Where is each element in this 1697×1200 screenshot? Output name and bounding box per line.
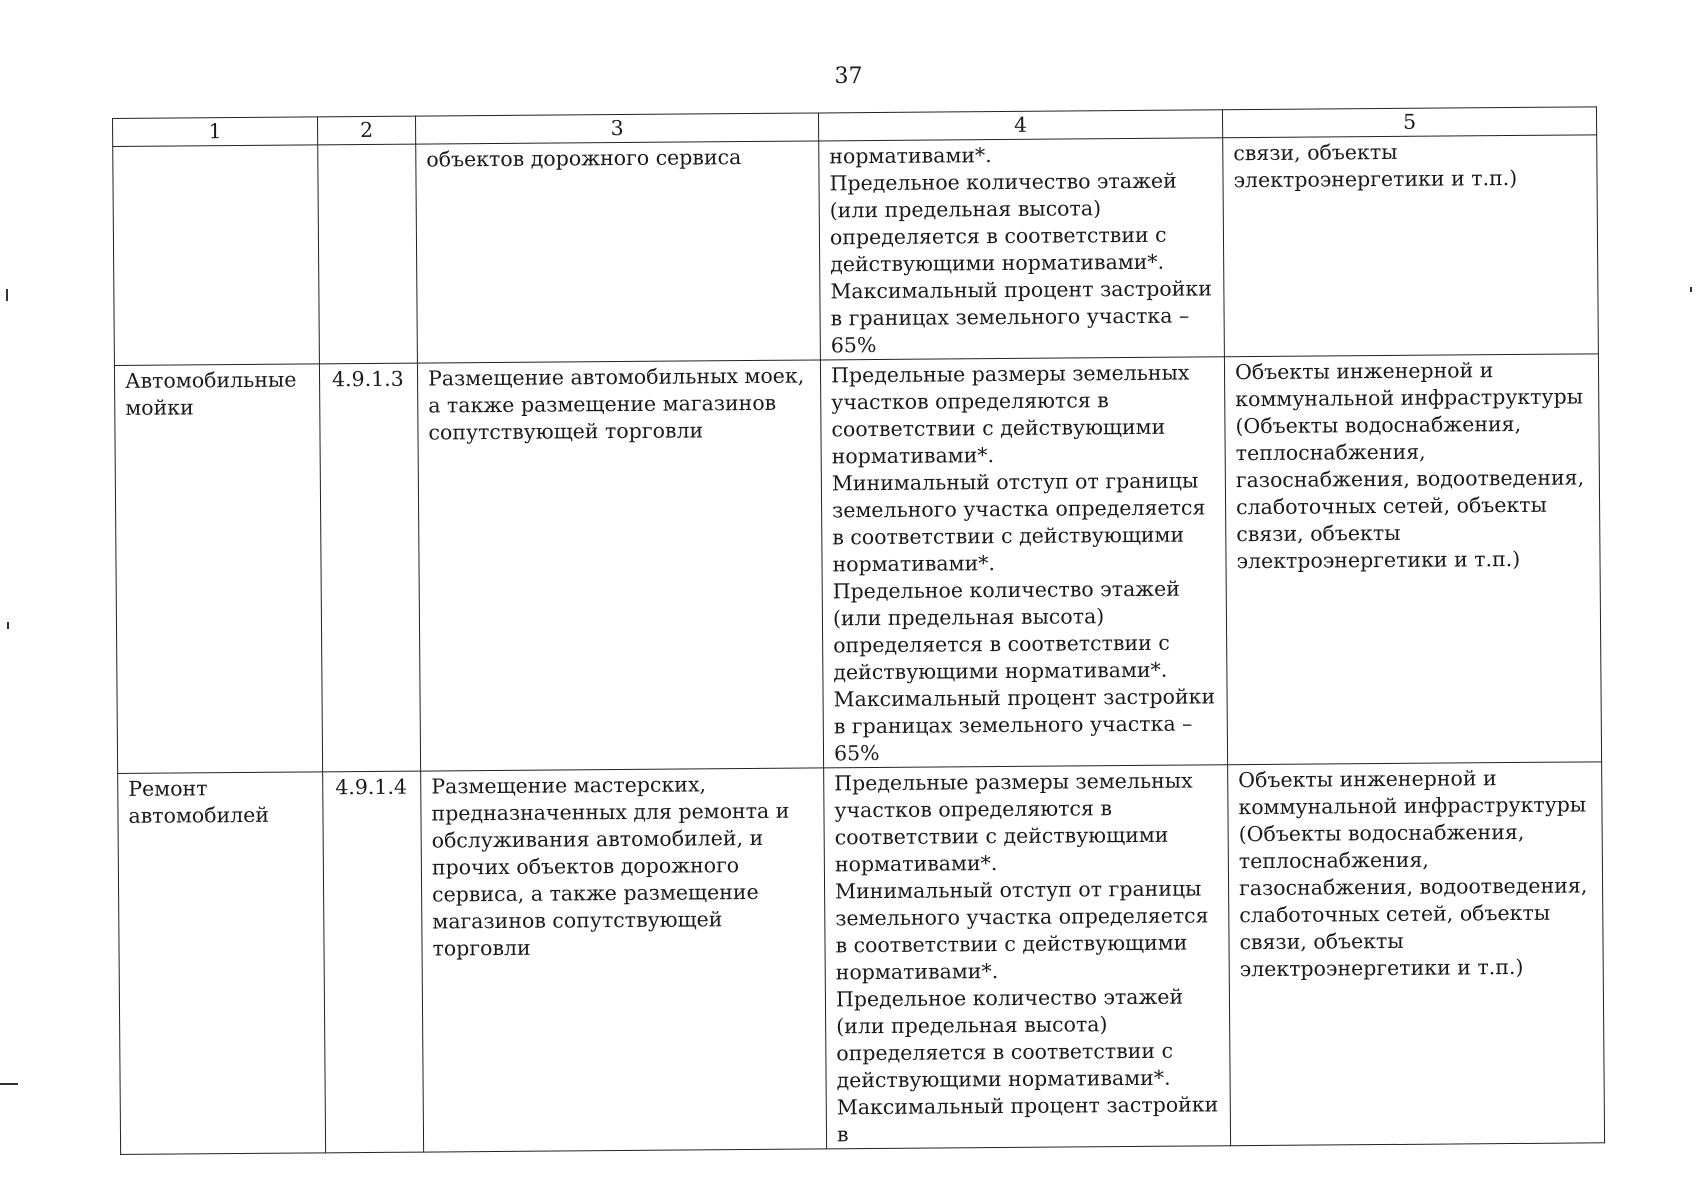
- use-description-cell: объектов дорожного сервиса: [416, 141, 821, 363]
- auxiliary-uses-cell: Объекты инженерной и коммунальной инфраструктуры (Объекты водоснабжения, теплоснабжения, газоснабжения, водоотведения, слаботочных сетей, объекты связи, объекты электроэнергетики и т.п.): [1224, 354, 1601, 765]
- scan-edge-mark: [7, 622, 9, 629]
- table-row: [114, 354, 1601, 774]
- parameter-line: Минимальный отступ от границы земельного участка определяется в соответствии с действующими нормативами*.: [835, 876, 1209, 985]
- column-header-2: 2: [317, 116, 415, 145]
- parameters-cell: [820, 357, 1227, 768]
- use-description-cell: Размещение автомобильных моек, а также размещение магазинов сопутствующей торговли: [417, 360, 823, 771]
- parameters-cell: [824, 765, 1231, 1149]
- parameter-line: Предельное количество этажей (или предельная высота) определяется в соответствии с действующими нормативами*.: [832, 576, 1180, 685]
- use-code-cell: 4.9.1.3: [319, 363, 420, 772]
- use-description-cell: Размещение мастерских, предназначенных для ремонта и обслуживания автомобилей, и прочих объектов дорожного сервиса, а также размещение магазинов сопутствующей торговли: [421, 768, 827, 1152]
- use-name-cell: Ремонт автомобилей: [118, 772, 326, 1155]
- parameters-cell: [819, 138, 1225, 360]
- use-code-cell: [318, 144, 418, 364]
- parameter-line: Предельное количество этажей (или предельная высота) определяется в соответствии с действующими нормативами*.: [829, 168, 1177, 277]
- parameter-line: Предельные размеры земельных участков определяются в соответствии с действующими нормативами*.: [830, 360, 1190, 469]
- parameter-line: Максимальный процент застройки в границах земельного участка – 65%: [830, 276, 1212, 358]
- use-code-cell: 4.9.1.4: [323, 771, 424, 1153]
- parameter-line: Минимальный отступ от границы земельного участка определяется в соответствии с действующими нормативами*.: [831, 468, 1206, 577]
- auxiliary-uses-cell: связи, объекты электроэнергетики и т.п.): [1223, 135, 1599, 357]
- parameter-line: Предельные размеры земельных участков определяются в соответствии с действующими нормативами*.: [834, 768, 1193, 877]
- table-row: [118, 762, 1605, 1155]
- page-number: 37: [834, 64, 863, 89]
- use-name-cell: [113, 145, 320, 366]
- table-row: [113, 135, 1599, 366]
- parameter-line: Максимальный процент застройки в: [836, 1092, 1219, 1147]
- scan-edge-mark: [6, 289, 8, 301]
- parameter-line: Предельное количество этажей (или предельная высота) определяется в соответствии с действующими нормативами*.: [835, 984, 1184, 1093]
- parameter-line: нормативами*.: [829, 143, 992, 169]
- use-name-cell: Автомобильные мойки: [114, 364, 322, 774]
- scan-edge-mark: [1690, 287, 1692, 292]
- column-header-4: 4: [818, 110, 1222, 141]
- scan-edge-mark: [0, 1083, 18, 1085]
- auxiliary-uses-cell: Объекты инженерной и коммунальной инфраструктуры (Объекты водоснабжения, теплоснабжения, газоснабжения, водоотведения, слаботочных сетей, объекты связи, объекты электроэнергетики и т.п.): [1228, 762, 1605, 1146]
- column-header-5: 5: [1222, 107, 1596, 138]
- parameter-line: Максимальный процент застройки в границах земельного участка – 65%: [833, 684, 1216, 766]
- column-header-3: 3: [415, 113, 818, 144]
- zoning-table: [112, 106, 1605, 1155]
- column-header-1: 1: [113, 117, 318, 147]
